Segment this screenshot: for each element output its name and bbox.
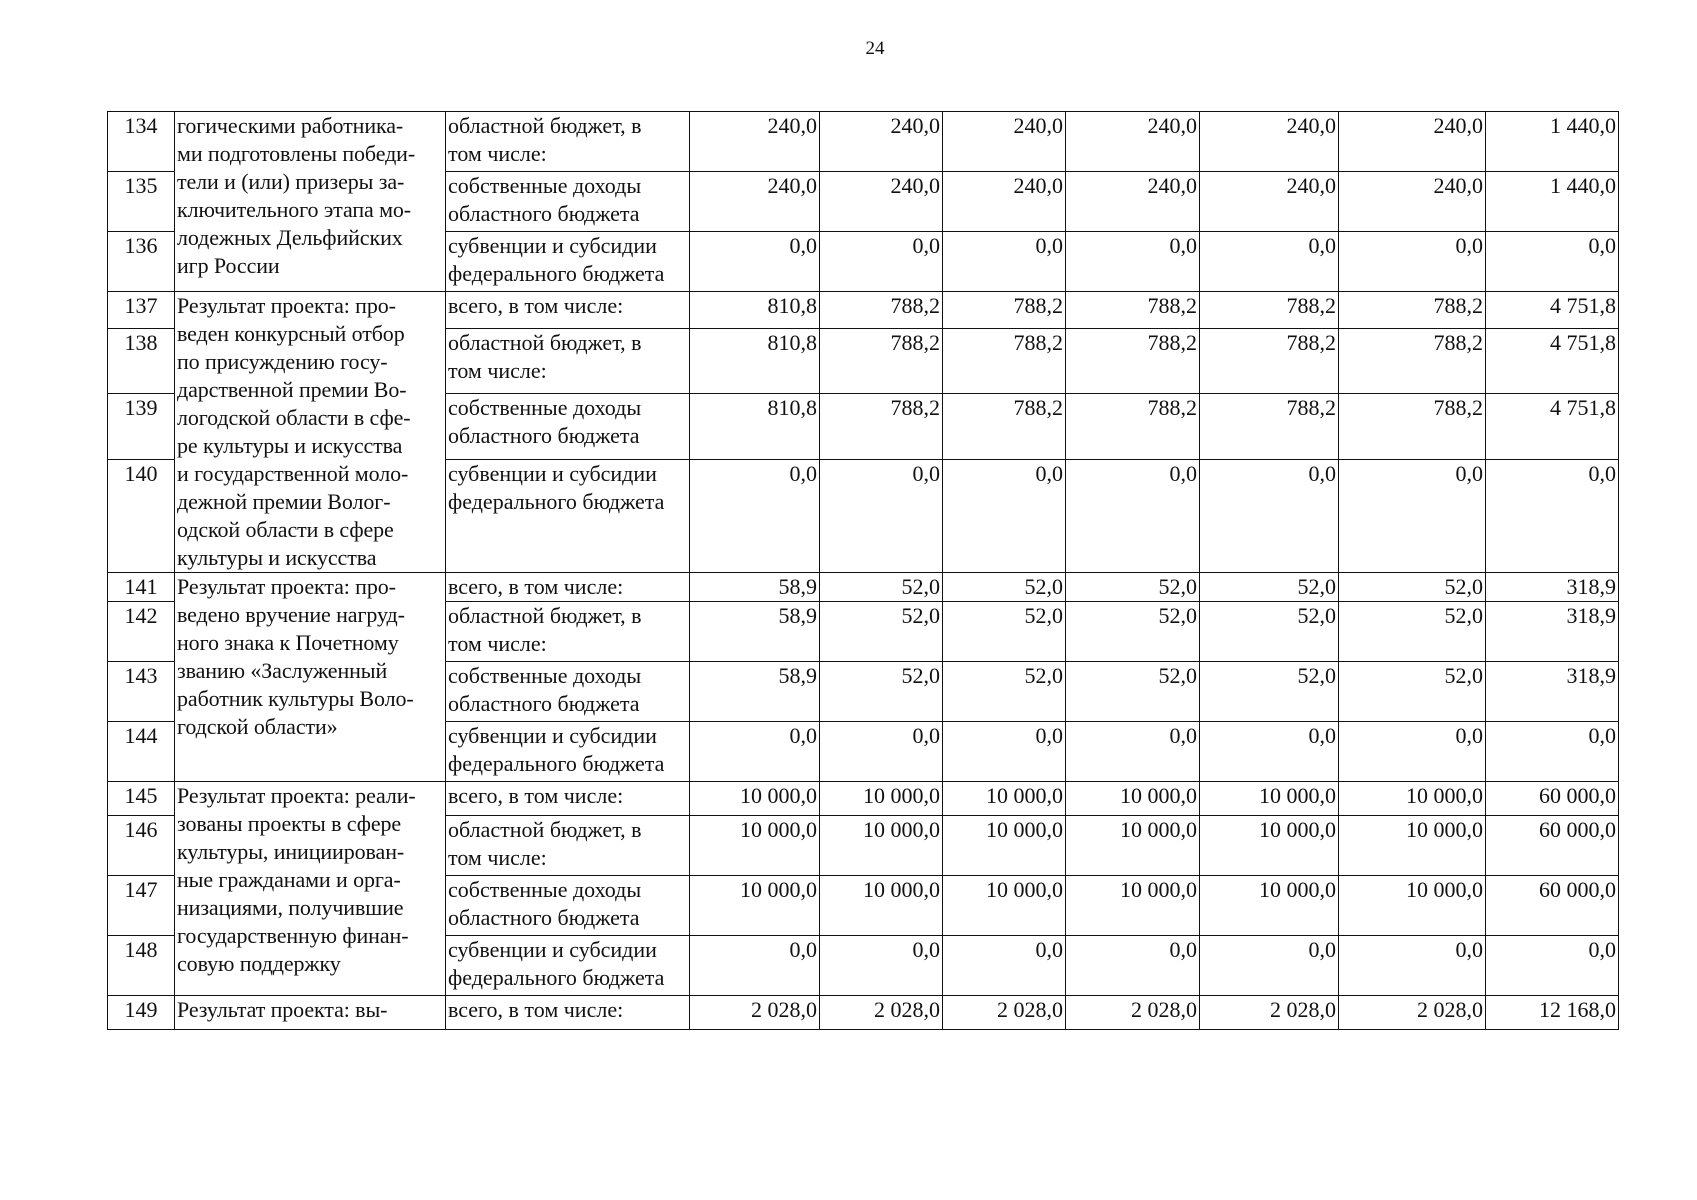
year-value-cell: 10 000,0 (690, 816, 820, 876)
year-value-cell: 52,0 (1200, 573, 1339, 602)
year-value-cell: 788,2 (943, 329, 1066, 394)
year-value-cell: 788,2 (820, 329, 943, 394)
row-number: 137 (108, 292, 175, 329)
description-line: Результат проекта: про- (177, 574, 396, 599)
funding-source (446, 394, 690, 459)
year-value-cell: 240,0 (820, 172, 943, 232)
year-value-cell: 788,2 (1066, 329, 1200, 394)
row-number: 141 (108, 573, 175, 602)
year-value-cell: 0,0 (690, 722, 820, 782)
year-value-cell: 0,0 (1066, 459, 1200, 572)
year-value-cell: 240,0 (1339, 112, 1486, 172)
year-value-cell: 240,0 (943, 172, 1066, 232)
row-number: 147 (108, 876, 175, 936)
year-value-cell: 788,2 (943, 292, 1066, 329)
funding-source-line: всего, в том числе: (448, 293, 624, 318)
total-value-cell: 1 440,0 (1486, 112, 1619, 172)
year-value-cell: 10 000,0 (820, 816, 943, 876)
funding-source-line: том числе: (448, 358, 547, 384)
funding-source (446, 172, 690, 232)
year-value-cell: 52,0 (820, 602, 943, 662)
funding-source (446, 722, 690, 782)
year-value-cell: 240,0 (1200, 172, 1339, 232)
year-value-cell: 10 000,0 (820, 876, 943, 936)
funding-source-line: всего, в том числе: (448, 574, 624, 599)
year-value-cell: 240,0 (1066, 172, 1200, 232)
year-value-cell: 0,0 (1066, 936, 1200, 996)
description-line: дарственной премии Во- (177, 377, 407, 402)
year-value-cell: 788,2 (943, 394, 1066, 459)
year-value-cell: 52,0 (943, 573, 1066, 602)
total-value-cell: 0,0 (1486, 722, 1619, 782)
year-value-cell: 52,0 (943, 662, 1066, 722)
total-value-cell: 4 751,8 (1486, 292, 1619, 329)
funding-source-line: федерального бюджета (448, 751, 665, 776)
description-line: игр России (177, 253, 280, 278)
year-value-cell: 52,0 (1066, 602, 1200, 662)
description-line: ведено вручение нагруд- (177, 602, 405, 627)
year-value-cell: 0,0 (943, 936, 1066, 996)
year-value-cell: 52,0 (1200, 662, 1339, 722)
year-value-cell: 58,9 (690, 573, 820, 602)
year-value-cell: 10 000,0 (820, 782, 943, 816)
funding-source-line: областного бюджета (448, 201, 640, 226)
funding-source-line: областной бюджет, в (448, 817, 642, 842)
table-row (108, 996, 1619, 1030)
description-line: работник культуры Воло- (177, 686, 414, 711)
row-number: 135 (108, 172, 175, 232)
row-number: 145 (108, 782, 175, 816)
funding-source-line: собственные доходы (448, 173, 642, 198)
year-value-cell: 788,2 (1339, 329, 1486, 394)
funding-source-line: областной бюджет, в (448, 603, 642, 628)
year-value-cell: 0,0 (1200, 232, 1339, 292)
description-line: по присуждению госу- (177, 349, 388, 374)
year-value-cell: 0,0 (943, 722, 1066, 782)
year-value-cell: 10 000,0 (690, 876, 820, 936)
funding-source-line: областного бюджета (448, 691, 640, 716)
description-line: ные гражданами и орга- (177, 867, 401, 892)
description-line: лодежных Дельфийских (177, 225, 403, 250)
description-line: гогическими работника- (177, 113, 404, 138)
funding-source (446, 292, 690, 329)
description-line: званию «Заслуженный (177, 658, 388, 683)
year-value-cell: 240,0 (820, 112, 943, 172)
row-number: 139 (108, 394, 175, 459)
description-line: культуры и искусства (177, 545, 377, 570)
description-line: тели и (или) призеры за- (177, 169, 405, 194)
description-line: государственную финан- (177, 923, 409, 948)
year-value-cell: 788,2 (1200, 394, 1339, 459)
year-value-cell: 0,0 (1339, 459, 1486, 572)
funding-source-line: областного бюджета (448, 423, 640, 449)
description-line: Результат проекта: про- (177, 293, 396, 318)
table-row (108, 782, 1619, 816)
year-value-cell: 788,2 (1339, 394, 1486, 459)
description-line: логодской области в сфе- (177, 405, 411, 430)
year-value-cell: 810,8 (690, 329, 820, 394)
total-value-cell: 318,9 (1486, 662, 1619, 722)
total-value-cell: 12 168,0 (1486, 996, 1619, 1030)
funding-source-line: федерального бюджета (448, 965, 665, 990)
description-line: зованы проекты в сфере (177, 811, 402, 836)
year-value-cell: 52,0 (1339, 573, 1486, 602)
total-value-cell: 4 751,8 (1486, 394, 1619, 459)
year-value-cell: 0,0 (820, 722, 943, 782)
funding-source-line: всего, в том числе: (448, 783, 624, 808)
description-line: дежной премии Волог- (177, 489, 391, 514)
year-value-cell: 788,2 (1339, 292, 1486, 329)
funding-source-line: собственные доходы (448, 877, 642, 902)
year-value-cell: 10 000,0 (1200, 816, 1339, 876)
description-line: веден конкурсный отбор (177, 321, 405, 346)
total-value-cell: 0,0 (1486, 936, 1619, 996)
year-value-cell: 0,0 (820, 232, 943, 292)
year-value-cell: 0,0 (690, 459, 820, 572)
total-value-cell: 0,0 (1486, 232, 1619, 292)
funding-source (446, 782, 690, 816)
year-value-cell: 810,8 (690, 292, 820, 329)
result-description (175, 573, 446, 782)
year-value-cell: 810,8 (690, 394, 820, 459)
funding-source-line: федерального бюджета (448, 488, 665, 514)
funding-source (446, 662, 690, 722)
year-value-cell: 10 000,0 (1066, 816, 1200, 876)
description-line: Результат проекта: вы- (177, 997, 388, 1022)
description-line: одской области в сфере (177, 517, 394, 542)
budget-table (107, 111, 1619, 1030)
year-value-cell: 10 000,0 (1339, 876, 1486, 936)
year-value-cell: 0,0 (1066, 232, 1200, 292)
year-value-cell: 52,0 (820, 573, 943, 602)
funding-source (446, 329, 690, 394)
result-description (175, 782, 446, 996)
year-value-cell: 10 000,0 (690, 782, 820, 816)
year-value-cell: 10 000,0 (1200, 782, 1339, 816)
year-value-cell: 0,0 (943, 459, 1066, 572)
funding-source-line: субвенции и субсидии (448, 937, 657, 962)
year-value-cell: 52,0 (1066, 662, 1200, 722)
table-row (108, 112, 1619, 172)
row-number: 144 (108, 722, 175, 782)
funding-source (446, 816, 690, 876)
result-description (175, 292, 446, 573)
row-number: 140 (108, 459, 175, 572)
year-value-cell: 10 000,0 (1339, 816, 1486, 876)
year-value-cell: 58,9 (690, 662, 820, 722)
funding-source-line: том числе: (448, 141, 547, 166)
year-value-cell: 0,0 (1200, 459, 1339, 572)
description-line: ного знака к Почетному (177, 630, 399, 655)
description-line: годской области» (177, 714, 338, 739)
year-value-cell: 0,0 (1339, 232, 1486, 292)
year-value-cell: 0,0 (1339, 936, 1486, 996)
result-description (175, 996, 446, 1030)
description-line: культуры, инициирован- (177, 839, 405, 864)
funding-source (446, 573, 690, 602)
year-value-cell: 788,2 (1200, 329, 1339, 394)
year-value-cell: 0,0 (820, 936, 943, 996)
total-value-cell: 318,9 (1486, 602, 1619, 662)
year-value-cell: 10 000,0 (1339, 782, 1486, 816)
funding-source (446, 996, 690, 1030)
year-value-cell: 2 028,0 (943, 996, 1066, 1030)
funding-source-line: всего, в том числе: (448, 997, 624, 1022)
funding-source-line: областного бюджета (448, 905, 640, 930)
row-number: 148 (108, 936, 175, 996)
page-number: 24 (865, 38, 885, 59)
year-value-cell: 0,0 (690, 936, 820, 996)
result-description (175, 112, 446, 292)
year-value-cell: 0,0 (690, 232, 820, 292)
row-number: 142 (108, 602, 175, 662)
year-value-cell: 52,0 (1339, 602, 1486, 662)
row-number: 143 (108, 662, 175, 722)
description-line: Результат проекта: реали- (177, 783, 416, 808)
year-value-cell: 2 028,0 (690, 996, 820, 1030)
funding-source-line: субвенции и субсидии (448, 460, 657, 486)
funding-source-line: собственные доходы (448, 395, 642, 421)
year-value-cell: 2 028,0 (820, 996, 943, 1030)
row-number: 136 (108, 232, 175, 292)
total-value-cell: 60 000,0 (1486, 782, 1619, 816)
year-value-cell: 52,0 (1066, 573, 1200, 602)
year-value-cell: 52,0 (943, 602, 1066, 662)
description-line: совую поддержку (177, 951, 341, 976)
year-value-cell: 10 000,0 (943, 876, 1066, 936)
funding-source (446, 936, 690, 996)
row-number: 146 (108, 816, 175, 876)
funding-source-line: собственные доходы (448, 663, 642, 688)
year-value-cell: 0,0 (820, 459, 943, 572)
year-value-cell: 52,0 (1339, 662, 1486, 722)
funding-source-line: субвенции и субсидии (448, 233, 657, 258)
year-value-cell: 52,0 (1200, 602, 1339, 662)
year-value-cell: 0,0 (943, 232, 1066, 292)
description-line: и государственной моло- (177, 461, 409, 486)
funding-source (446, 232, 690, 292)
year-value-cell: 788,2 (820, 394, 943, 459)
total-value-cell: 0,0 (1486, 459, 1619, 572)
total-value-cell: 1 440,0 (1486, 172, 1619, 232)
year-value-cell: 788,2 (1066, 394, 1200, 459)
row-number: 149 (108, 996, 175, 1030)
year-value-cell: 2 028,0 (1339, 996, 1486, 1030)
total-value-cell: 60 000,0 (1486, 876, 1619, 936)
year-value-cell: 240,0 (1200, 112, 1339, 172)
year-value-cell: 0,0 (1339, 722, 1486, 782)
description-line: низациями, получившие (177, 895, 404, 920)
year-value-cell: 240,0 (1339, 172, 1486, 232)
year-value-cell: 2 028,0 (1066, 996, 1200, 1030)
year-value-cell: 2 028,0 (1200, 996, 1339, 1030)
description-line: ре культуры и искусства (177, 433, 403, 458)
table-row (108, 292, 1619, 329)
row-number: 138 (108, 329, 175, 394)
year-value-cell: 52,0 (820, 662, 943, 722)
year-value-cell: 10 000,0 (1200, 876, 1339, 936)
year-value-cell: 0,0 (1200, 936, 1339, 996)
funding-source-line: том числе: (448, 845, 547, 870)
funding-source (446, 876, 690, 936)
table-row (108, 573, 1619, 602)
year-value-cell: 10 000,0 (1066, 876, 1200, 936)
year-value-cell: 10 000,0 (1066, 782, 1200, 816)
year-value-cell: 240,0 (943, 112, 1066, 172)
total-value-cell: 60 000,0 (1486, 816, 1619, 876)
funding-source (446, 112, 690, 172)
funding-source (446, 602, 690, 662)
funding-source-line: том числе: (448, 631, 547, 656)
year-value-cell: 240,0 (1066, 112, 1200, 172)
year-value-cell: 0,0 (1066, 722, 1200, 782)
row-number: 134 (108, 112, 175, 172)
year-value-cell: 788,2 (1066, 292, 1200, 329)
year-value-cell: 10 000,0 (943, 816, 1066, 876)
total-value-cell: 318,9 (1486, 573, 1619, 602)
funding-source-line: субвенции и субсидии (448, 723, 657, 748)
funding-source-line: областной бюджет, в (448, 113, 642, 138)
total-value-cell: 4 751,8 (1486, 329, 1619, 394)
funding-source-line: федерального бюджета (448, 261, 665, 286)
year-value-cell: 58,9 (690, 602, 820, 662)
year-value-cell: 10 000,0 (943, 782, 1066, 816)
year-value-cell: 788,2 (820, 292, 943, 329)
description-line: ми подготовлены победи- (177, 141, 416, 166)
year-value-cell: 240,0 (690, 172, 820, 232)
year-value-cell: 240,0 (690, 112, 820, 172)
description-line: ключительного этапа мо- (177, 197, 412, 222)
funding-source (446, 459, 690, 572)
funding-source-line: областной бюджет, в (448, 330, 642, 356)
year-value-cell: 0,0 (1200, 722, 1339, 782)
year-value-cell: 788,2 (1200, 292, 1339, 329)
